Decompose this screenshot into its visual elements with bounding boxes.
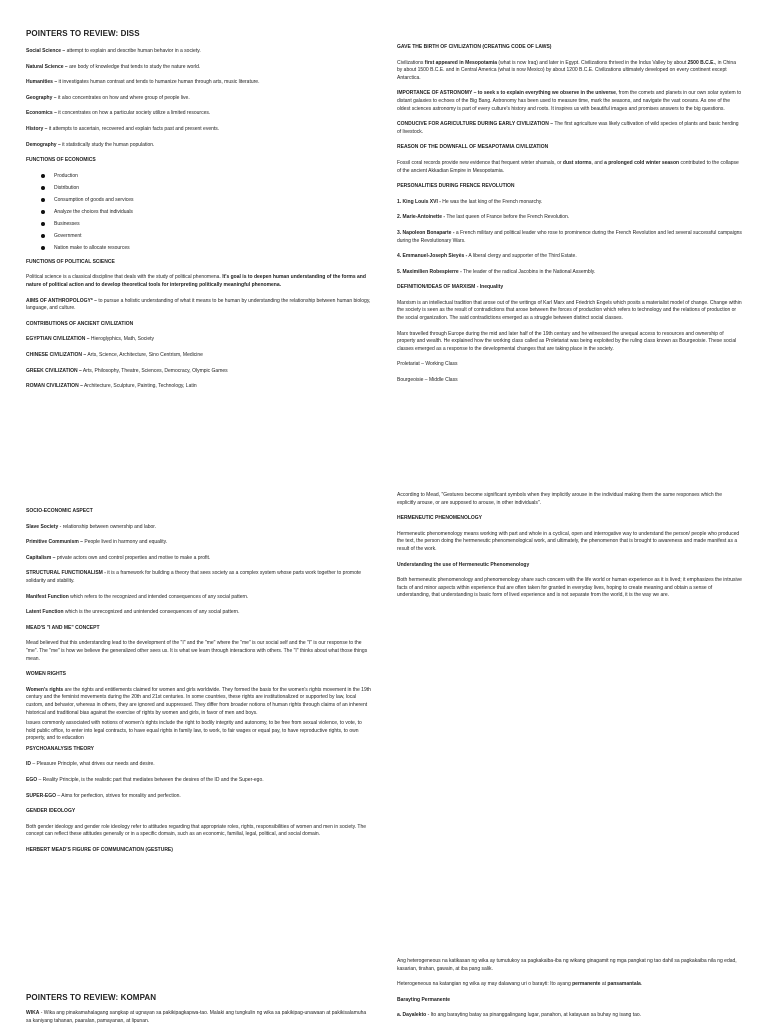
paragraph: According to Mead, "Gestures become significant symbols when they implicitly arouse in the individual making them the same responses which the explicitly arouse, or are supposed to arouse, in other individuals".	[397, 492, 722, 506]
list-item: Consumption of goods and services	[26, 197, 371, 203]
paragraph: Ang heterogeneous na katikasan ng wika ay tumutukoy sa pagkakaiba-iba ng wikang ginagamit ng mga pangkat ng tao dahil sa pagkakaiba nila ng edad, kasarian, tirahan, gawain, at iba pang salik.	[397, 958, 737, 972]
list-item: 5. Maximilien Robespierre - The leader of the radical Jacobins in the National Assembly.	[397, 268, 596, 275]
page1-right-column	[397, 44, 742, 393]
paragraph: Hermeneutic phenomenology means working with part and whole in a cyclical, open and interrogative way to understand the person/ people who produced the text, the person doing the hermeneutic phenomenological work, and ultimately, the phenomenon that is brought to awareness and made manifest as a result of the work.	[397, 530, 740, 552]
definition: Slave Society - relationship between ownership and labor.	[26, 523, 157, 530]
paragraph: Proletariat – Working Class	[397, 361, 458, 368]
list-item: 2. Marie-Antoinette - The last queen of France before the French Revolution.	[397, 214, 570, 221]
page2-left-column	[26, 508, 371, 863]
paragraph: Fossil coral records provide new evidence that frequent winter shamals, or dust storms, and a prolonged cold winter season contributed to the collapse of the ancient Akkadian Empire in Mesopotamia.	[397, 159, 739, 174]
definition: EGO – Reality Principle, is the realistic part that mediates between the desires of the ID and the Super-ego.	[26, 777, 264, 784]
page2-right-column	[397, 492, 742, 608]
page-title: POINTERS TO REVIEW: DISS	[26, 29, 140, 38]
civilization-item: CHINESE CIVILIZATION – Arts, Science, Architecture, Sino Centrism, Medicine	[26, 351, 203, 358]
civilization-item: GREEK CIVILIZATION – Arts, Philosophy, Theatre, Sciences, Democracy, Olympic Games	[26, 367, 228, 374]
definition: Latent Function which is the unrecognized and unintended consequences of any social pattern.	[26, 609, 240, 616]
paragraph: Both gender ideology and gender role ideology refer to attitudes regarding that appropriate roles, rights, responsibilities of women and men in society. The concept can reflect these attitudes generally or in a specific domain, such as an economic, familial, legal, political, and social domain.	[26, 823, 367, 838]
list-item: 4. Emmanuel-Joseph Sieyès - A liberal clergy and supporter of the Third Estate.	[397, 253, 577, 260]
paragraph: IMPORTANCE OF ASTRONOMY – to seek s to explain everything we observe in the universe, from the comets and planets in our own solar system to distant galaxies to echoes of the Big Bang. Astronomy has been used to measure time, mark the seasons, and navigate the vast oceans. As one of the oldest sciences astronomy is part of every culture's history and roots. It inspires us with beautiful images and promises answers to the big questions.	[397, 90, 742, 112]
section-heading: REASON OF THE DOWNFALL OF MESAPOTAMIA CIVILIZATION	[397, 144, 549, 151]
section-heading: Understanding the use of Hermeneutic Phenomenology	[397, 561, 530, 568]
section-heading: WOMEN RIGHTS	[26, 671, 66, 678]
paragraph: Both hermeneutic phenomenology and phenomenology share such concern with the life world or human experience as it is lived; it emphasizes the intrusive facts of and minor aspects within experience that are often taken for granted in everyday lives, hoping to create meaning and obtain a sense of understanding, that understanding is basic form of lived experience and is not separate from the world, it is the way we are.	[397, 577, 742, 599]
list-item: Analyze the choices that individuals	[26, 209, 371, 215]
section-heading: GAVE THE BIRTH OF CIVILIZATION (CREATING CODE OF LAWS)	[397, 44, 552, 50]
paragraph: Heterogeneous na katangian ng wika ay may dalawang uri o barayti: Ito ayang permanente at pansamantala.	[397, 981, 643, 988]
section-heading: Barayting Permanente	[397, 996, 451, 1003]
definition-social-science: Social Science – attempt to explain and describe human behavior in a society.	[26, 48, 201, 54]
paragraph: Mead believed that this understanding lead to the development of the "I" and the "me" where the "me" is our social self and the "I" is our response to the "me". The "me" is how we believe the generalized other sees us. It is what we learn through interactions with others. The "I" thinks about what those things mean.	[26, 640, 368, 662]
paragraph: Marx travelled through Europe during the mid and later half of the 19th century and he witnessed the unequal access to resources and ownership of property and wealth. He explained how the working class called as Proletariat was being exploited by the ruling class known as Bourgeoisie. These social classes emerged as a response to the developmental changes that are taking place in the society.	[397, 330, 737, 352]
list-item: 3. Napoleon Bonaparte - a French military and political leader who rose to prominence during the French Revolution and led several successful campaigns during the Revolutionary Wars.	[397, 229, 742, 244]
definition-natural-science: Natural Science – are body of knowledge that tends to study the nature world.	[26, 63, 201, 70]
list-item: Government	[26, 233, 371, 239]
section-heading: CONTRIBUTIONS OF ANCIENT CIVILIZATION	[26, 320, 134, 327]
definition: STRUCTURAL FUNCTIONALISM - it is a framework for building a theory that sees society as a complex system whose parts work together to promote solidarity and stability.	[26, 570, 362, 584]
definition-humanities: Humanities – it investigates human contrast and tends to humanize human through arts, music literature.	[26, 79, 260, 86]
paragraph: Political science is a classical discipline that deals with the study of political phenomena. It's goal is to deepen human understanding of the forms and nature of political action and to develop theoretical tools for interpreting politically meaningful phenomena.	[26, 274, 366, 288]
section-heading: HERBERT MEAD'S FIGURE OF COMMUNICATION (GESTURE)	[26, 847, 173, 854]
civilization-item: ROMAN CIVILIZATION – Architecture, Sculpture, Painting, Technology, Latin	[26, 383, 197, 390]
section-heading: MEAD'S "I AND ME" CONCEPT	[26, 624, 100, 631]
paragraph: CONDUCIVE FOR AGRICULTURE DURING EARLY CIVILIZATION – The first agriculture was likely cultivation of wild species of plants and basic herding of livestock.	[397, 121, 739, 135]
page-title: POINTERS TO REVIEW: KOMPAN	[26, 993, 157, 1002]
page1-left-column	[26, 29, 371, 399]
definition-history: History – it attempts to ascertain, recovered and explain facts past and present events.	[26, 125, 220, 132]
page3-left-column	[26, 993, 371, 1033]
section-heading: HERMENEUTIC PHENOMENOLOGY	[397, 515, 483, 522]
list-item: 1. King Louis XVI - He was the last king of the French monarchy.	[397, 198, 543, 205]
paragraph: AIMS OF ANTHROPOLOGY* – to pursue a holistic understanding of what it means to be human by understanding the relationship between human biology, language, and culture.	[26, 297, 371, 312]
definition-demography: Demography – it statistically study the human population.	[26, 141, 155, 148]
paragraph: Civilizations first appeared in Mesopotamia (what is now Iraq) and later in Egypt. Civilizations thrived in the Indus Valley by about 2500 B.C.E., in China by about 1500 B.C.E. and in Central America (what is now Mexico) by about 1200 B.C.E. Civilizations ultimately developed on every continent except Antarctica.	[397, 59, 736, 81]
definition: SUPER-EGO – Aims for perfection, strives for morality and perfection.	[26, 792, 181, 799]
section-heading: FUNCTIONS OF POLITICAL SCIENCE	[26, 258, 115, 265]
definition: ID – Pleasure Principle, what drives our needs and desire.	[26, 761, 155, 768]
list-item: Distribution	[26, 185, 371, 191]
page3-right-column	[397, 958, 742, 1028]
section-heading: GENDER IDEOLOGY	[26, 808, 76, 815]
paragraph: Issues commonly associated with notions of women's rights include the right to bodily integrity and autonomy, to be free from sexual violence, to vote, to hold public office, to enter into legal contracts, to have equal rights in family law, to work, to fair wages or equal pay, to have reproductive rights, to own property, and to education	[26, 720, 362, 742]
list-item: Production	[26, 173, 371, 179]
paragraph: a. Dayalekto - Ito ang barayting batay sa pinanggalingang lugar, panahon, at katayuan sa buhay ng isang tao.	[397, 1012, 642, 1019]
civilization-item: EGYPTIAN CIVILIZATION – Hieroglyphics, Math, Society	[26, 336, 155, 343]
paragraph: WIKA - Wika ang pinakamahalagang sangkap at ugnayan sa pakikipagkapwa-tao. Malaki ang tungkulin ng wika sa pakikipag-unawaan at pakikisalamuha sa kaniyang tahanan, paaralan, pamayanan, at lipunan.	[26, 1010, 367, 1024]
definition-geography: Geography – it also concentrates on how and where group of people live.	[26, 94, 190, 101]
paragraph: Women's rights are the rights and entitlements claimed for women and girls worldwide. They formed the basis for the women's rights movement in the 19th century and the feminist movements during the 20th and 21st centuries. In some countries, these rights are institutionalized or supported by law, local custom, and behavior, whereas in others, they are ignored and suppressed. They differ from broader notions of human rights through claims of an inherent historical and traditional bias against the exercise of rights by women and girls, in favor of men and boys.	[26, 686, 371, 716]
section-heading: SOCIO-ECONOMIC ASPECT	[26, 508, 93, 514]
definition: Capitalism – private actors own and control properties and motive to make a profit.	[26, 554, 211, 561]
section-heading: FUNCTIONS OF ECONOMICS	[26, 157, 96, 164]
section-heading: DEFINITION/IDEAS OF MARXISM - Inequality	[397, 284, 504, 291]
definition: Manifest Function which refers to the recognized and intended consequences of any social pattern.	[26, 593, 249, 600]
list-item: Businesses	[26, 221, 371, 227]
section-heading: PERSONALITIES DURING FRENCE REVOLUTION	[397, 183, 515, 190]
definition: Primitive Communism – People lived in harmony and equality.	[26, 539, 168, 546]
economics-functions-list	[26, 173, 371, 251]
section-heading: PSYCHOANALYSIS THEORY	[26, 745, 94, 752]
list-item: Nation make to allocate resources	[26, 245, 371, 251]
definition-economics: Economics – it concentrates on how a particular society utilize a limited resources.	[26, 110, 211, 117]
paragraph: Marxism is an intellectual tradition that arose out of the writings of Karl Marx and Friedrich Engels which posits a materialist model of change. Change within the society is seen as the result of contradictions that arose between the forces of production which refers to technology and the relations of production or the social organization. The said contradictions emerged as a struggle between distinct social classes.	[397, 299, 742, 322]
paragraph: Bourgeoisie – Middle Class	[397, 377, 458, 384]
